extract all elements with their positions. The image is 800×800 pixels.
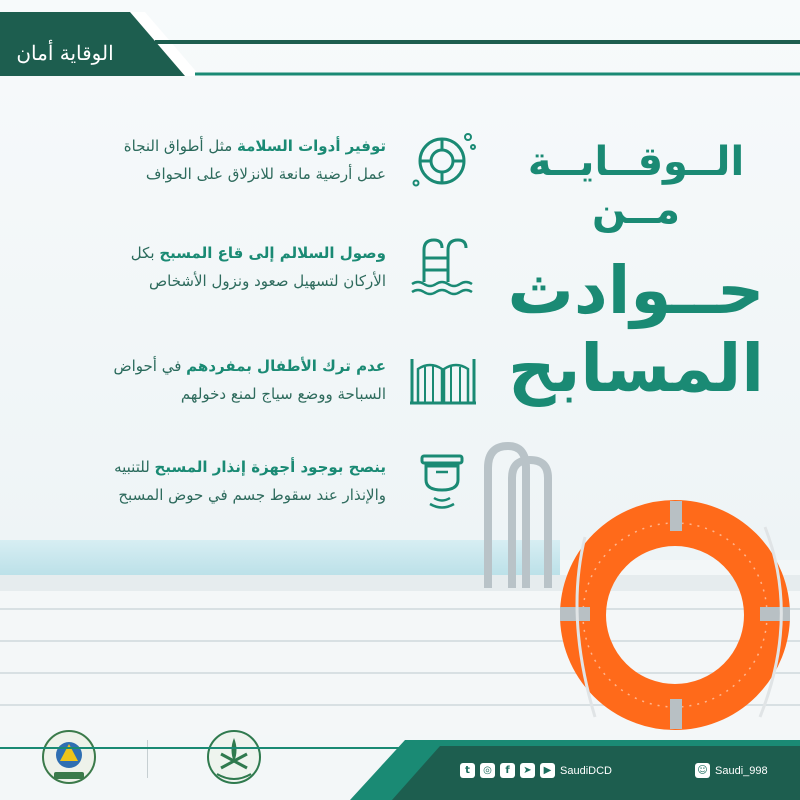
facebook-icon[interactable]: f [500,763,515,778]
title-line-1: الــوقــايــة مــن [527,139,745,233]
tip-text: في أحواض [113,357,187,375]
snapchat-link [695,763,768,778]
alarm-sensor-icon [408,446,478,516]
tip-item [38,345,478,415]
tip-text: مثل أطواق النجاة [123,137,238,155]
title-line-2: حــوادث [507,252,765,329]
tip-highlight: توفير أدوات السلامة [237,137,386,155]
tip-text: للتنبيه [114,458,155,476]
pool-ladder-image [478,438,558,588]
tip-text-line-2: السباحة ووضع سياج لمنع دخولهم [180,385,386,403]
twitter-icon[interactable]: t [460,763,475,778]
social-handle-1[interactable]: SaudiDCD [560,764,612,777]
snapchat-icon[interactable]: ☺ [695,763,710,778]
pool-water [0,540,560,580]
tip-text-line-2: الأركان لتسهيل صعود ونزول الأشخاص [149,272,386,290]
fence-gate-icon [408,345,478,415]
tip-highlight: وصول السلالم إلى قاع المسبح [159,244,386,262]
tip-highlight: عدم ترك الأطفال بمفردهم [186,357,386,375]
header-band [0,12,800,76]
brand-logo: الوقاية أمان [16,41,114,65]
footer-band [0,740,800,800]
tip-highlight: ينصح بوجود أجهزة إنذار المسبح [154,458,386,476]
life-ring-icon [408,125,478,195]
tip-item [38,125,478,195]
social-handle-2[interactable]: Saudi_998 [715,764,768,777]
telegram-icon[interactable]: ➤ [520,763,535,778]
title [500,138,772,408]
pool-ladder-icon [408,232,478,302]
social-links [460,763,612,778]
tip-text: بكل [130,244,160,262]
title-line-3: المسابح [508,330,764,407]
instagram-icon[interactable]: ◎ [480,763,495,778]
tip-item [38,232,478,302]
tip-text-line-2: والإنذار عند سقوط جسم في حوض المسبح [118,486,386,504]
tip-item [38,446,478,516]
tip-text-line-2: عمل أرضية مانعة للانزلاق على الحواف [145,165,386,183]
youtube-icon[interactable]: ▶ [540,763,555,778]
life-ring-image [555,497,800,747]
